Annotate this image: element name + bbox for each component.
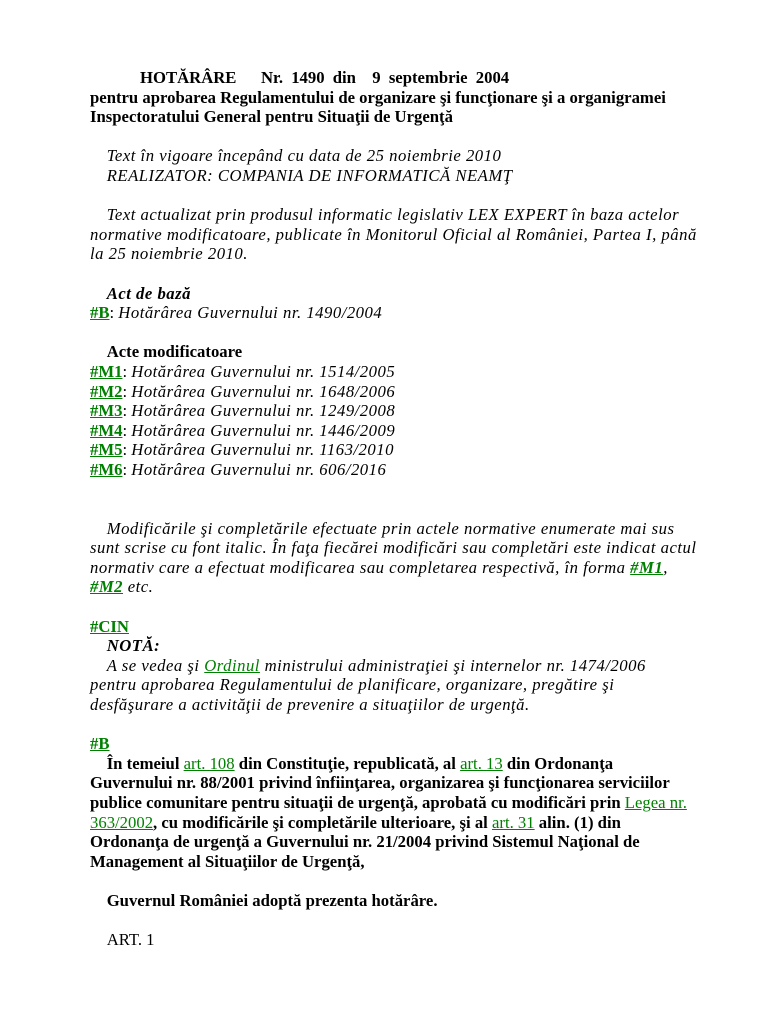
amending-act-row (90, 401, 760, 421)
ordinul-link[interactable]: Ordinul (204, 655, 260, 675)
amending-act-row (90, 460, 760, 480)
article-heading: ART. 1 (106, 930, 155, 950)
legea-363-link[interactable]: 363/2002 (90, 812, 154, 832)
entry-separator: : (122, 381, 132, 401)
modifications-note-comma: , (663, 557, 668, 577)
modifications-note-text: normativ care a efectuat modificarea sau completarea respectivă, în forma (90, 557, 631, 577)
cin-note-text: ministrului administraţiei şi internelor nr. 1474/2006 (259, 655, 646, 675)
preamble-line-3 (90, 793, 760, 813)
amending-act-title: Hotărârea Guvernului nr. 606/2016 (131, 459, 387, 479)
update-note-line-1: Text actualizat prin produsul informatic legislativ LEX EXPERT în baza actelor (106, 205, 680, 225)
amending-act-row (90, 382, 760, 402)
document-body (90, 68, 760, 950)
amending-act-title: Hotărârea Guvernului nr. 1446/2009 (131, 420, 396, 440)
amending-act-code-link[interactable]: #M1 (90, 361, 123, 381)
base-act-entry (90, 303, 760, 323)
amending-act-title: Hotărârea Guvernului nr. 1249/2008 (131, 401, 396, 421)
blank-line (90, 499, 760, 519)
amending-act-code-link[interactable]: #M3 (90, 401, 123, 421)
art-108-link[interactable]: art. 108 (183, 753, 235, 773)
blank-line (90, 127, 760, 147)
entry-separator: : (122, 401, 132, 421)
blank-line (90, 264, 760, 284)
document-title: HOTĂRÂRE Nr. 1490 din 9 septembrie 2004 (140, 68, 510, 87)
preamble-text: din Constituţie, republicată, al (234, 753, 461, 773)
amending-act-row (90, 421, 760, 441)
blank-line (90, 186, 760, 206)
legea-363-link[interactable]: Legea nr. (624, 792, 687, 812)
document-subtitle-line-1: pentru aprobarea Regulamentului de organizare şi funcţionare şi a organigramei (90, 87, 666, 107)
document-subtitle-line-2: Inspectoratului General pentru Situaţii de Urgenţă (90, 107, 453, 127)
blank-line (90, 715, 760, 735)
art-13-link[interactable]: art. 13 (460, 753, 503, 773)
amending-act-row (90, 362, 760, 382)
preamble-line-2: Guvernului nr. 88/2001 privind înfiinţarea, organizarea şi funcţionarea serviciilor (90, 773, 670, 793)
preamble-marker (90, 734, 760, 754)
modifications-note-line-4 (90, 577, 760, 597)
amending-act-code-link[interactable]: #M2 (90, 381, 123, 401)
example-code-link-m2[interactable]: #M2 (90, 577, 124, 597)
entry-separator: : (122, 420, 132, 440)
cin-note-line-2: pentru aprobarea Regulamentului de planificare, organizare, pregătire şi (90, 675, 615, 695)
base-act-heading: Act de bază (106, 283, 191, 303)
preamble-text: din Ordonanţa (502, 753, 614, 773)
base-act-title: Hotărârea Guvernului nr. 1490/2004 (118, 303, 383, 323)
art-31-link[interactable]: art. 31 (491, 812, 535, 832)
nota-heading: NOTĂ: (106, 636, 161, 656)
cin-note-text: A se vedea şi (106, 655, 205, 675)
amending-act-title: Hotărârea Guvernului nr. 1514/2005 (131, 361, 396, 381)
base-act-code-link[interactable]: #B (90, 303, 110, 323)
entry-separator: : (122, 361, 132, 381)
preamble-line-1 (90, 754, 760, 774)
blank-line (90, 871, 760, 891)
preamble-text: , cu modificările şi completările ulterioare, şi al (153, 812, 492, 832)
modifications-note-line-2: sunt scrise cu font italic. În faţa fiecărei modificări sau completări este indicat actul (90, 538, 697, 558)
modifications-note-line-3 (90, 558, 760, 578)
preamble-line-6: Management al Situaţiilor de Urgenţă, (90, 851, 365, 871)
in-force-note: Text în vigoare începând cu data de 25 noiembrie 2010 (106, 146, 502, 166)
blank-line (90, 323, 760, 343)
preamble-text: alin. (1) din (534, 812, 621, 832)
blank-line (90, 597, 760, 617)
cin-note-line-3: desfăşurare a activităţii de prevenire a situaţiilor de urgenţă. (90, 695, 530, 714)
preamble-text: publice comunitare pentru situaţii de urgenţă, aprobată cu modificări prin (90, 792, 625, 812)
amending-act-row (90, 440, 760, 460)
cin-code-link[interactable]: #CIN (90, 616, 129, 636)
modifications-note-etc: etc. (123, 577, 154, 597)
entry-separator: : (109, 303, 119, 323)
preamble-line-5: Ordonanţa de urgenţă a Guvernului nr. 21/2004 privind Sistemul Naţional de (90, 832, 640, 852)
amending-act-title: Hotărârea Guvernului nr. 1163/2010 (131, 440, 394, 460)
entry-separator: : (122, 440, 132, 460)
preamble-text: În temeiul (106, 753, 184, 773)
adoption-statement: Guvernul României adoptă prezenta hotărâre. (106, 890, 438, 910)
update-note-line-2: normative modificatoare, publicate în Monitorul Oficial al României, Partea I, până (90, 224, 697, 244)
amending-act-code-link[interactable]: #M5 (90, 440, 123, 460)
preamble-code-link[interactable]: #B (90, 734, 110, 754)
amending-act-code-link[interactable]: #M4 (90, 420, 123, 440)
cin-note-line-1 (90, 656, 760, 676)
blank-line (90, 479, 760, 499)
producer-note: REALIZATOR: COMPANIA DE INFORMATICĂ NEAMŢ (106, 165, 513, 185)
update-note-line-3: la 25 noiembrie 2010. (90, 244, 248, 264)
blank-line (90, 911, 760, 931)
cin-marker (90, 617, 760, 637)
modifications-note-line-1: Modificările şi completările efectuate prin actele normative enumerate mai sus (106, 518, 675, 538)
amending-act-code-link[interactable]: #M6 (90, 459, 123, 479)
entry-separator: : (122, 459, 132, 479)
amending-act-title: Hotărârea Guvernului nr. 1648/2006 (131, 381, 396, 401)
amending-acts-heading: Acte modificatoare (106, 342, 243, 362)
example-code-link-m1[interactable]: #M1 (630, 557, 664, 577)
preamble-line-4 (90, 813, 760, 833)
